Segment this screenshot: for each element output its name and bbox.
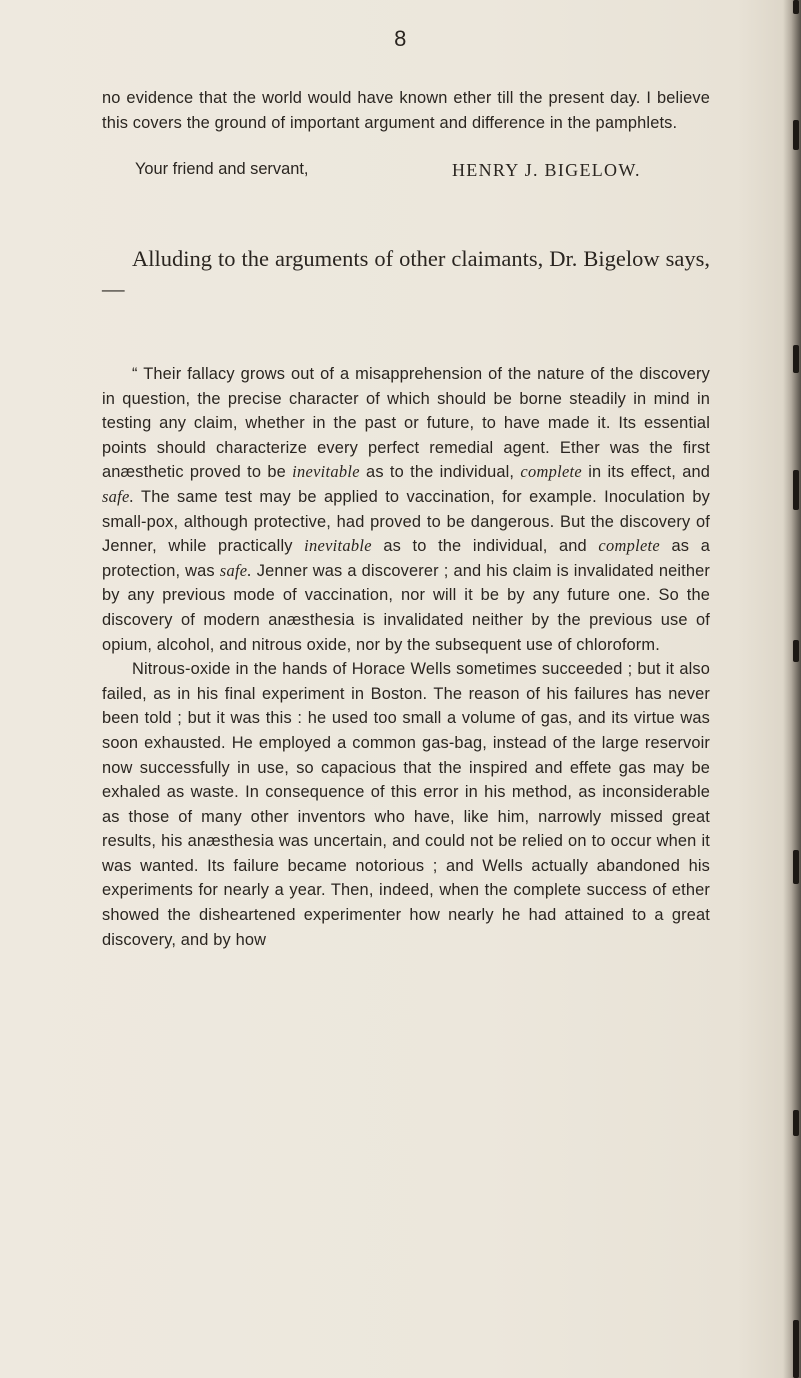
quotation xyxy=(102,362,710,952)
quote-paragraph-2: Nitrous-oxide in the hands of Horace Wells sometimes succeeded ; but it also failed, as in his final experiment in Boston. The reason of his failures has never been told ; but it was this : he used too small a volume of gas, and its virtue was soon exhausted. He employed a common gas-bag, instead of the large reservoir now successfully in use, so capacious that the inspired and effete gas may be exhaled as waste. In consequence of this error in his method, as inconsiderable as those of many other inventors who have, like him, narrowly missed great results, his anæsthesia was uncertain, and could not be relied on to occur when it was wanted. Its failure became notorious ; and Wells actually abandoned his experiments for nearly a year. Then, indeed, when the complete success of ether showed the disheartened experimenter how nearly he had attained to a great discovery, and by how xyxy=(102,660,710,949)
edge-mark xyxy=(793,120,799,150)
edge-mark xyxy=(793,850,799,884)
edge-mark xyxy=(793,1320,799,1378)
opening-paragraph-text: no evidence that the world would have known ether till the present day. I believe this covers the ground of important argument and difference in the pamphlets. xyxy=(102,89,710,132)
quote-paragraph-1 xyxy=(102,362,710,657)
opening-paragraph xyxy=(102,86,710,135)
quote-italic: complete xyxy=(520,462,582,482)
quote-italic: inevitable xyxy=(292,462,360,482)
quote-text: The same test may be applied to vaccination, for example. Inoculation by small-pox, although protective, had proved to be dangerous. But the discovery of Jenner, while practically xyxy=(102,487,710,556)
edge-mark xyxy=(793,470,799,510)
quote-text: as to the individual, xyxy=(359,463,521,482)
quote-italic: complete xyxy=(598,536,660,556)
heading-paragraph: Alluding to the arguments of other claimants, Dr. Bigelow says, — xyxy=(102,246,710,301)
signoff-name: HENRY J. BIGELOW. xyxy=(452,160,641,180)
edge-mark xyxy=(793,0,799,14)
quote-text: in its effect, and xyxy=(581,463,711,482)
edge-mark xyxy=(793,1110,799,1136)
signoff-closing: Your friend and servant, xyxy=(135,160,309,178)
quote-italic: safe. xyxy=(102,486,135,506)
letter-signoff xyxy=(0,160,801,186)
quote-italic: safe. xyxy=(219,560,252,580)
page-edge-shadow xyxy=(783,0,801,1378)
quote-text: “ Their fallacy grows out of a misapprehension of the nature of the discovery in question, the precise character of which should be borne steadily in mind in testing any claim, whether in the past or future, to have made it. Its essential points should characterize every perfect remedial agent. Ether was the first anæsthetic proved to be xyxy=(102,365,710,482)
edge-mark xyxy=(793,345,799,373)
quote-text: as a protection, was xyxy=(102,537,710,580)
page-number: 8 xyxy=(394,26,407,51)
quote-text: Jenner was a discoverer ; and his claim is invalidated neither by any previous mode of vaccination, nor will it be by any future one. So the discovery of modern anæsthesia is invalidated neither by the previous use of opium, alcohol, and nitrous oxide, nor by the subsequent use of chloroform. xyxy=(102,561,710,654)
quote-text: as to the individual, and xyxy=(371,537,599,556)
quote-italic: inevitable xyxy=(304,536,372,556)
edge-mark xyxy=(793,640,799,662)
